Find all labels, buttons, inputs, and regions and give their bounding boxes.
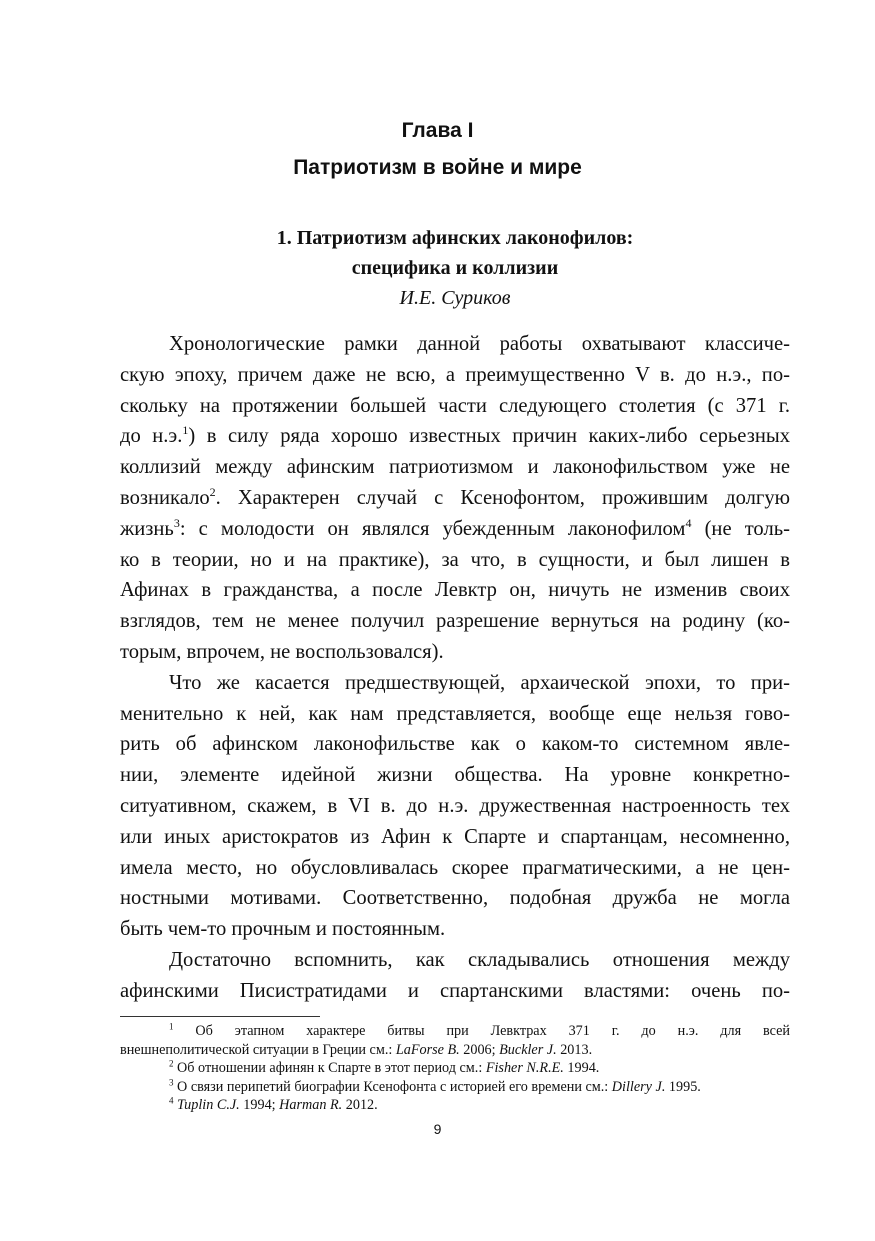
footnote-ref-3[interactable]: 3 bbox=[173, 515, 180, 530]
paragraph-1-line bbox=[120, 483, 790, 514]
paragraph-3-line: афинскими Писистратидами и спартанскими властями: очень по- bbox=[120, 979, 790, 1002]
section-title-line-2: специфика и коллизии bbox=[351, 257, 559, 279]
page-number: 9 bbox=[433, 1121, 442, 1137]
footnote-4-number: 4 bbox=[169, 1095, 174, 1106]
author-name: И.Е. Суриков bbox=[399, 287, 511, 309]
paragraph-1-line: скольку на протяжении большей части следующего столетия (с 371 г. bbox=[120, 394, 790, 417]
paragraph-1-line: Афинах в гражданства, а после Левктр он, ничуть не изменив своих bbox=[120, 579, 790, 602]
text-span: жизнь bbox=[120, 517, 174, 540]
text-span: внешнеполитической ситуации в Греции см.: bbox=[120, 1041, 396, 1058]
footnote-2-number: 2 bbox=[169, 1058, 174, 1069]
paragraph-1-line: Хронологические рамки данной работы охватывают классиче- bbox=[169, 333, 790, 355]
footnotes bbox=[120, 1022, 790, 1115]
citation: Harman R. bbox=[279, 1097, 343, 1114]
paragraph-2-line: ситуативном, скажем, в VI в. до н.э. дружественная настроенность тех bbox=[120, 794, 790, 817]
text-span: ) в силу ряда хорошо известных причин каких-либо серьезных bbox=[188, 425, 790, 448]
footnote-1-line bbox=[120, 1041, 790, 1060]
footnote-separator bbox=[120, 1016, 320, 1017]
main-text bbox=[120, 329, 790, 1007]
chapter-title: Патриотизм в войне и мире bbox=[293, 156, 582, 179]
text-span: до н.э. bbox=[120, 425, 183, 448]
paragraph-2-line: быть чем-то прочным и постоянным. bbox=[120, 918, 446, 941]
footnote-2 bbox=[120, 1059, 790, 1078]
citation: LaForse B. bbox=[395, 1041, 460, 1058]
footnote-1-line bbox=[120, 1022, 790, 1041]
citation: Tuplin C.J. bbox=[177, 1097, 240, 1114]
paragraph-1-line: ко в теории, но и на практике), за что, в сущности, и был лишен в bbox=[120, 548, 790, 571]
paragraph-2-line: нии, элементе идейной жизни общества. На уровне конкретно- bbox=[120, 764, 790, 787]
section-title-line-1: 1. Патриотизм афинских лаконофилов: bbox=[276, 227, 634, 249]
paragraph-1-line: скую эпоху, причем даже не всю, а преимущественно V в. до н.э., по- bbox=[120, 363, 790, 386]
footnote-ref-2[interactable]: 2 bbox=[209, 485, 216, 500]
paragraph-3-line: Достаточно вспомнить, как складывались отношения между bbox=[169, 948, 790, 971]
chapter-label: Глава I bbox=[401, 119, 474, 142]
footnote-1-number: 1 bbox=[169, 1021, 174, 1032]
paragraph-2-line: или иных аристократов из Афин к Спарте и спартанцам, несомненно, bbox=[120, 825, 790, 848]
text-span: 2012. bbox=[342, 1097, 378, 1114]
text-span: (не толь- bbox=[691, 517, 790, 540]
citation: Buckler J. bbox=[499, 1041, 557, 1058]
section-title bbox=[120, 223, 790, 283]
paragraph-1-line: коллизий между афинским патриотизмом и лаконофильством уже не bbox=[120, 456, 790, 479]
paragraph-2-line: рить об афинском лаконофильстве как о каком-то системном явле- bbox=[120, 733, 790, 756]
footnote-4 bbox=[120, 1096, 790, 1115]
paragraph-2-line: имела место, но обусловливалась скорее прагматическими, а не цен- bbox=[120, 856, 790, 879]
text-span: 1994. bbox=[563, 1060, 600, 1077]
text-span: Об отношении афинян к Спарте в этот период см.: bbox=[177, 1060, 486, 1077]
paragraph-1-line: торым, впрочем, не воспользовался). bbox=[120, 640, 444, 663]
paragraph-1-line: взглядов, тем не менее получил разрешение вернуться на родину (ко- bbox=[120, 610, 790, 633]
footnote-3-number: 3 bbox=[169, 1077, 174, 1088]
text-span: : с молодости он являлся убежденным лаконофилом bbox=[179, 517, 686, 540]
paragraph-2-line: менительно к ней, как нам представляется, вообще еще нельзя гово- bbox=[120, 702, 790, 725]
citation: Fisher N.R.E. bbox=[485, 1060, 564, 1077]
text-span: О связи перипетий биографии Ксенофонта с историей его времени см.: bbox=[177, 1078, 612, 1095]
text-span: 2006; bbox=[459, 1041, 500, 1058]
footnote-ref-1[interactable]: 1 bbox=[182, 423, 189, 438]
footnote-ref-4[interactable]: 4 bbox=[685, 515, 692, 530]
citation: Dillery J. bbox=[611, 1078, 666, 1095]
paragraph-2-line: Что же касается предшествующей, архаической эпохи, то при- bbox=[169, 671, 790, 694]
paragraph-1-line bbox=[120, 421, 790, 452]
text-span: 2013. bbox=[556, 1041, 593, 1058]
text-span: возникало bbox=[120, 486, 210, 509]
footnote-3 bbox=[120, 1078, 790, 1097]
text-span: Об этапном характере битвы при Левктрах 371 г. до н.э. для всей bbox=[195, 1023, 790, 1039]
text-span: . Характерен случай с Ксенофонтом, прожившим долгую bbox=[215, 486, 790, 509]
text-span: 1994; bbox=[239, 1097, 280, 1114]
text-span: 1995. bbox=[665, 1078, 701, 1095]
paragraph-2-line: ностными мотивами. Соответственно, подобная дружба не могла bbox=[120, 887, 790, 910]
paragraph-1-line bbox=[120, 514, 790, 545]
